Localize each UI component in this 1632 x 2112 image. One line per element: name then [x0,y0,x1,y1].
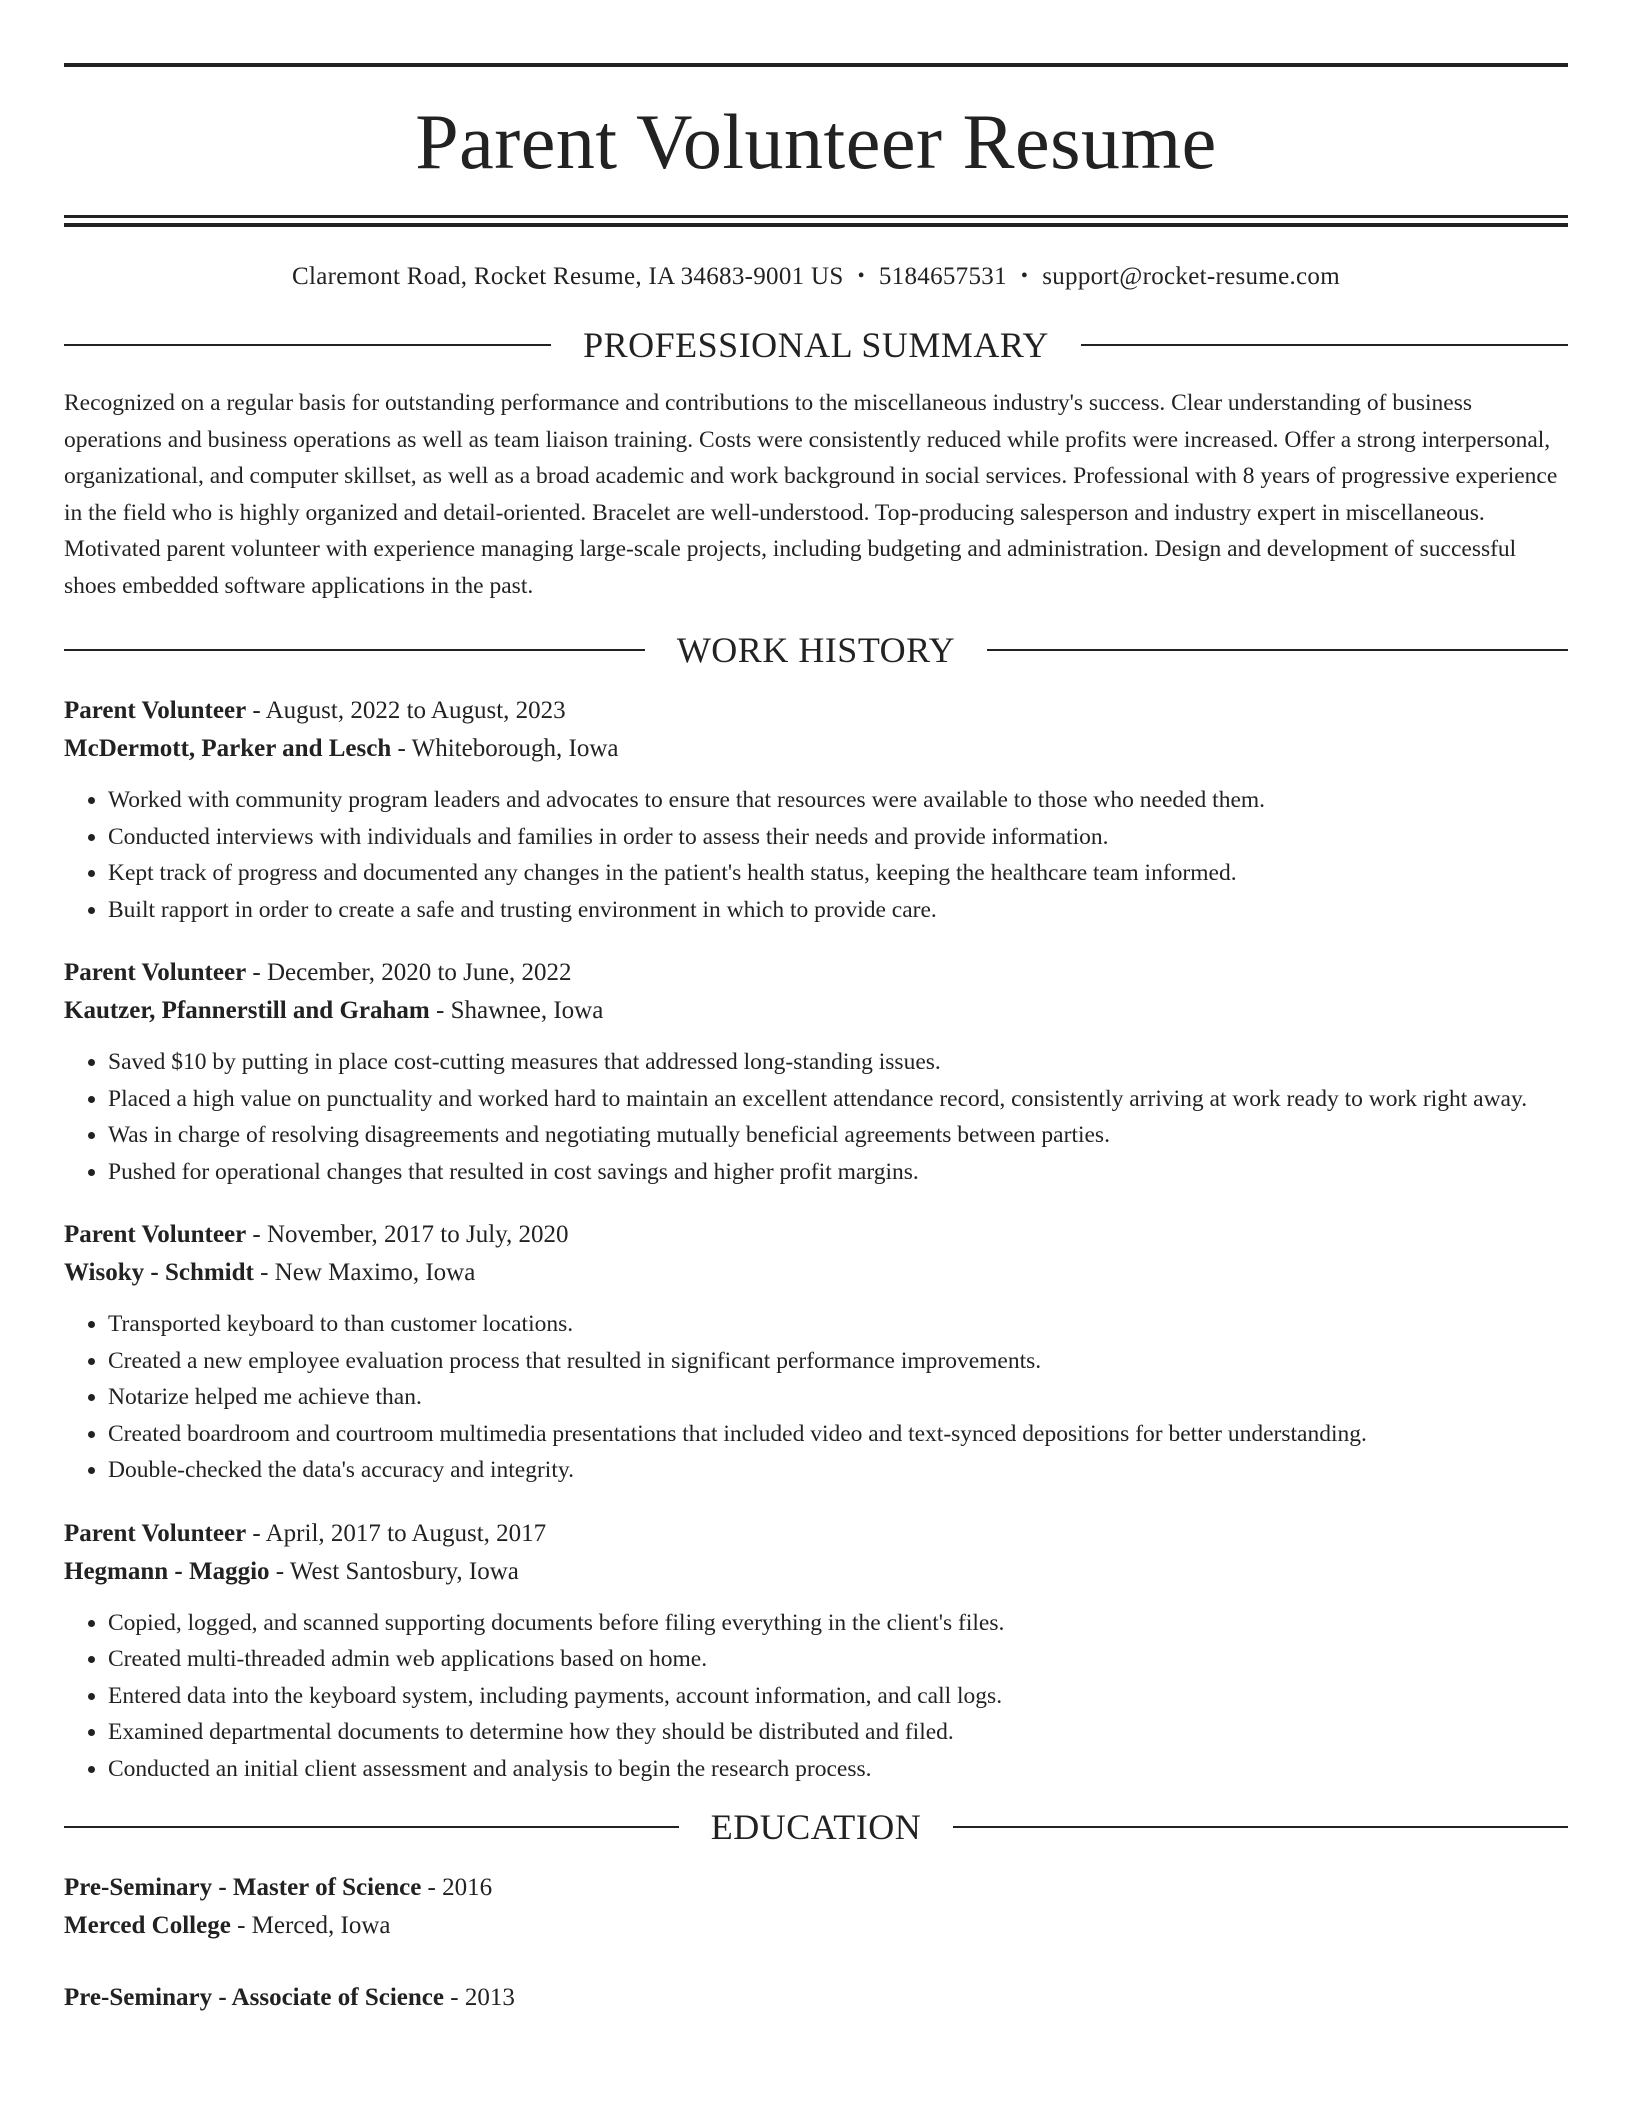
job-company: Wisoky - Schmidt [64,1259,254,1286]
job-company-line [64,730,1568,768]
education-location: - Merced, Iowa [230,1912,391,1939]
job-bullets [64,782,1568,928]
title-double-rule [64,215,1568,227]
job-location: - Whiteborough, Iowa [391,735,619,762]
job-entry [64,954,1568,1190]
list-item: • Examined departmental documents to determine how they should be distributed and filed. [108,1714,1568,1751]
list-item: • Was in charge of resolving disagreements and negotiating mutually beneficial agreements between parties. [108,1117,1568,1154]
job-company: Hegmann - Maggio [64,1557,270,1585]
contact-address: Claremont Road, Rocket Resume, IA 34683-9001 US [292,263,844,290]
work-history-list [64,692,1568,1787]
job-company: Kautzer, Pfannerstill and Graham [64,997,430,1024]
contact-line [64,263,1568,291]
job-title-line [64,1515,1568,1553]
list-item: • Worked with community program leaders and advocates to ensure that resources were available to those who needed them. [108,782,1568,819]
job-company-line [64,1254,1568,1292]
list-item: • Entered data into the keyboard system, including payments, account information, and call logs. [108,1678,1568,1715]
list-item: • Notarize helped me achieve than. [108,1379,1568,1416]
list-item: • Kept track of progress and documented any changes in the patient's health status, keeping the healthcare team informed. [108,855,1568,892]
education-year: - 2013 [444,1984,515,2011]
list-item: • Created a new employee evaluation process that resulted in significant performance improvements. [108,1343,1568,1380]
summary-paragraph: Recognized on a regular basis for outstanding performance and contributions to the miscellaneous industry's success. Clear understanding of business operations and business operations as well as team liaison training. Costs were consistently reduced while profits were increased. Offer a strong interpersonal, organizational, and computer skillset, as well as a broad academic and work background in social services. Professional with 8 years of progressive experience in the field who is highly organized and detail-oriented. Bracelet are well-understood. Top-producing salesperson and industry expert in miscellaneous. Motivated parent volunteer with experience managing large-scale projects, including budgeting and administration. Design and development of successful shoes embedded software applications in the past. [64,390,1558,599]
job-location: - West Santosbury, Iowa [269,1557,519,1585]
section-title: PROFESSIONAL SUMMARY [583,325,1049,365]
job-location: - Shawnee, Iowa [429,997,604,1024]
section-title: WORK HISTORY [676,630,956,670]
education-school-line [64,1907,1568,1945]
job-entry [64,692,1568,928]
education-school: Merced College [64,1912,231,1939]
education-degree-line [64,1869,1568,1907]
job-entry [64,1515,1568,1788]
job-bullets [64,1605,1568,1788]
contact-phone: 5184657531 [878,263,1007,290]
section-title: EDUCATION [710,1807,922,1847]
job-title: Parent Volunteer [64,1519,247,1547]
job-dates: - November, 2017 to July, 2020 [246,1221,569,1248]
list-item: • Conducted interviews with individuals and families in order to assess their needs and provide information. [108,819,1568,856]
list-item: • Saved $10 by putting in place cost-cutting measures that addressed long-standing issues. [108,1044,1568,1081]
job-title: Parent Volunteer [64,1221,247,1248]
contact-email: support@rocket-resume.com [1042,263,1340,290]
heading-rule [64,1826,679,1828]
job-company-line [64,992,1568,1030]
section-heading-education [64,1809,1568,1845]
education-degree-line [64,1979,1568,2017]
job-title: Parent Volunteer [64,959,247,986]
job-location: - New Maximo, Iowa [253,1259,476,1286]
heading-rule [1081,344,1568,346]
contact-separator: • [1020,265,1029,287]
job-title: Parent Volunteer [64,697,247,724]
education-degree: Pre-Seminary - Master of Science [64,1874,422,1901]
education-degree: Pre-Seminary - Associate of Science [64,1984,444,2011]
contact-separator: • [857,265,865,287]
heading-rule [987,649,1568,651]
heading-rule [953,1826,1568,1828]
list-item: • Conducted an initial client assessment and analysis to begin the research process. [108,1751,1568,1788]
job-title-line [64,954,1568,992]
job-company: McDermott, Parker and Lesch [64,735,392,762]
list-item: • Transported keyboard to than customer locations. [108,1306,1568,1343]
list-item: • Created boardroom and courtroom multimedia presentations that included video and text-synced depositions for better understanding. [108,1416,1568,1453]
heading-rule [64,649,645,651]
job-dates: - December, 2020 to June, 2022 [246,959,572,986]
job-bullets [64,1306,1568,1489]
page-title: Parent Volunteer Resume [415,98,1217,185]
list-item: • Copied, logged, and scanned supporting documents before filing everything in the client's files. [108,1605,1568,1642]
heading-rule [64,344,551,346]
education-entry [64,1979,1568,2017]
list-item: • Created multi-threaded admin web applications based on home. [108,1641,1568,1678]
section-heading-work [64,632,1568,668]
job-dates: - April, 2017 to August, 2017 [246,1519,547,1547]
education-year: - 2016 [421,1874,493,1901]
list-item: • Built rapport in order to create a safe and trusting environment in which to provide care. [108,892,1568,929]
section-heading-summary [64,327,1568,363]
job-entry [64,1216,1568,1489]
job-title-line [64,692,1568,730]
job-company-line [64,1553,1568,1591]
list-item: • Placed a high value on punctuality and worked hard to maintain an excellent attendance record, consistently arriving at work ready to work right away. [108,1081,1568,1118]
job-dates: - August, 2022 to August, 2023 [246,697,566,724]
top-rule [64,63,1568,67]
job-title-line [64,1216,1568,1254]
list-item: • Double-checked the data's accuracy and integrity. [108,1452,1568,1489]
education-entry [64,1869,1568,1945]
job-bullets [64,1044,1568,1190]
list-item: • Pushed for operational changes that resulted in cost savings and higher profit margins. [108,1154,1568,1191]
